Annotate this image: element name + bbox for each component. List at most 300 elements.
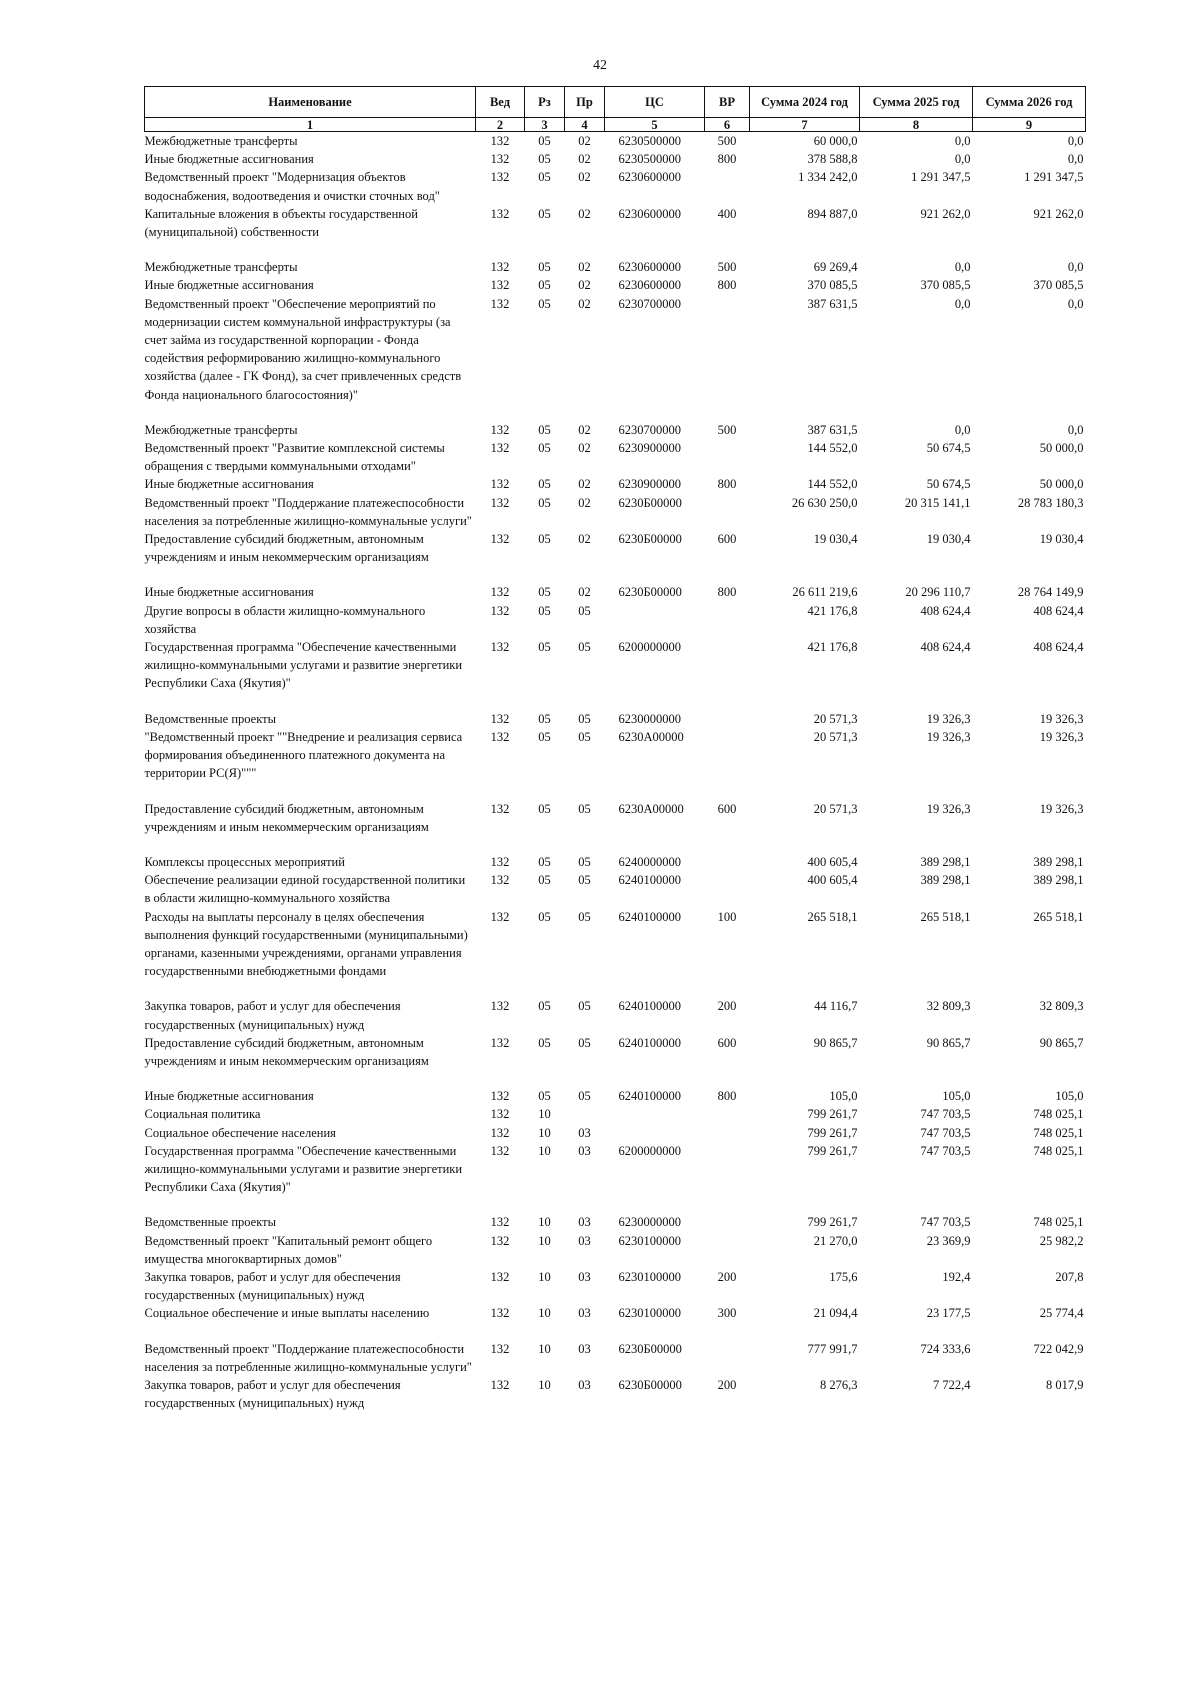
row-name: Государственная программа "Обеспечение качественными жилищно-коммунальными услугами и развитие энергетики Республики Саха (Якутия)" xyxy=(144,1143,463,1195)
table-row xyxy=(145,602,1086,638)
row-sum-2026: 50 000,0 xyxy=(1039,477,1084,492)
row-rz: 05 xyxy=(538,532,551,547)
row-ved: 132 xyxy=(490,999,510,1014)
row-vr: 200 xyxy=(717,1377,737,1392)
row-vr xyxy=(705,295,750,421)
table-row xyxy=(145,710,1086,728)
row-pr: 02 xyxy=(578,278,591,293)
row-name: Другие вопросы в области жилищно-коммунального хозяйства xyxy=(144,603,426,636)
row-pr: 03 xyxy=(578,1306,591,1321)
row-sum-2025: 192,4 xyxy=(942,1269,971,1284)
row-pr: 05 xyxy=(578,1035,591,1050)
header-sum-2026: Сумма 2026 год xyxy=(973,87,1086,118)
row-sum-2024: 799 261,7 xyxy=(807,1125,858,1140)
row-name: Расходы на выплаты персоналу в целях обеспечения выполнения функций государственными (муниципальными) органами, казенными учреждениями, органами управления государственными внебюджетными фондами xyxy=(144,909,468,979)
row-sum-2025: 389 298,1 xyxy=(920,854,971,869)
table-row xyxy=(145,530,1086,583)
budget-table xyxy=(144,86,1086,1412)
row-cs: 6230Б00000 xyxy=(618,585,682,600)
row-ved: 132 xyxy=(490,909,510,924)
row-sum-2025: 19 030,4 xyxy=(926,532,971,547)
row-sum-2025: 408 624,4 xyxy=(920,640,971,655)
row-ved: 132 xyxy=(490,801,510,816)
row-ved: 132 xyxy=(490,1125,510,1140)
row-rz: 05 xyxy=(538,1089,551,1104)
row-sum-2025: 0,0 xyxy=(954,422,971,437)
row-sum-2024: 799 261,7 xyxy=(807,1107,858,1122)
table-row xyxy=(145,1304,1086,1339)
row-ved: 132 xyxy=(490,532,510,547)
row-cs: 6230Б00000 xyxy=(618,1377,682,1392)
row-sum-2024: 60 000,0 xyxy=(813,134,858,148)
row-sum-2026: 722 042,9 xyxy=(1033,1341,1084,1356)
row-pr: 05 xyxy=(578,801,591,816)
row-vr: 100 xyxy=(717,909,737,924)
row-rz: 05 xyxy=(538,422,551,437)
row-name: "Ведомственный проект ""Внедрение и реализация сервиса формирования объединенного платежного документа на территории РС(Я)""" xyxy=(144,729,463,781)
row-sum-2025: 32 809,3 xyxy=(926,999,971,1014)
row-sum-2024: 20 571,3 xyxy=(813,711,858,726)
column-number: 7 xyxy=(750,118,860,132)
row-sum-2026: 408 624,4 xyxy=(1033,603,1084,618)
table-row xyxy=(145,1124,1086,1142)
row-vr: 500 xyxy=(717,134,737,148)
row-name: Предоставление субсидий бюджетным, автономным учреждениям и иным некоммерческим организациям xyxy=(144,1035,429,1068)
row-cs: 6230Б00000 xyxy=(618,532,682,547)
row-name: Предоставление субсидий бюджетным, автономным учреждениям и иным некоммерческим организациям xyxy=(144,801,429,834)
row-sum-2025: 747 703,5 xyxy=(920,1125,971,1140)
row-vr: 600 xyxy=(717,801,737,816)
row-vr: 200 xyxy=(717,999,737,1014)
row-cs: 6230000000 xyxy=(618,1215,681,1230)
row-name: Комплексы процессных мероприятий xyxy=(144,854,345,869)
header-rz: Рз xyxy=(525,87,565,118)
row-sum-2025: 265 518,1 xyxy=(920,909,971,924)
row-rz: 10 xyxy=(538,1143,551,1158)
row-sum-2026: 0,0 xyxy=(1067,422,1084,437)
row-vr xyxy=(705,1232,750,1268)
row-vr xyxy=(705,728,750,800)
header-row xyxy=(145,87,1086,118)
page-number: 42 xyxy=(593,58,607,73)
row-cs: 6240100000 xyxy=(618,909,681,924)
row-cs: 6240100000 xyxy=(618,1035,681,1050)
row-sum-2026: 370 085,5 xyxy=(1033,278,1084,293)
row-pr: 05 xyxy=(578,640,591,655)
row-sum-2026: 0,0 xyxy=(1067,134,1084,148)
row-ved: 132 xyxy=(490,1377,510,1392)
table-row xyxy=(145,908,1086,998)
row-cs: 6240100000 xyxy=(618,873,681,888)
table-row xyxy=(145,295,1086,421)
row-name: Ведомственный проект "Поддержание платежеспособности населения за потребленные жилищно-коммунальные услуги" xyxy=(144,495,472,528)
row-sum-2026: 389 298,1 xyxy=(1033,854,1084,869)
row-rz: 05 xyxy=(538,260,551,275)
row-ved: 132 xyxy=(490,477,510,492)
table-body xyxy=(145,132,1086,1413)
row-cs: 6230700000 xyxy=(618,296,681,311)
row-cs: 6230600000 xyxy=(618,278,681,293)
row-sum-2026: 25 982,2 xyxy=(1039,1233,1084,1248)
row-cs: 6230Б00000 xyxy=(618,1341,682,1356)
row-rz: 10 xyxy=(538,1306,551,1321)
row-vr xyxy=(705,1213,750,1231)
row-rz: 05 xyxy=(538,1035,551,1050)
row-name: Ведомственный проект "Поддержание платежеспособности населения за потребленные жилищно-коммунальные услуги" xyxy=(144,1341,472,1374)
row-vr: 800 xyxy=(717,278,737,293)
row-ved: 132 xyxy=(490,170,510,185)
row-name: Иные бюджетные ассигнования xyxy=(144,477,314,492)
table-row xyxy=(145,1232,1086,1268)
row-name: Ведомственный проект "Развитие комплексной системы обращения с твердыми коммунальными отходами" xyxy=(144,441,445,474)
row-ved: 132 xyxy=(490,640,510,655)
row-name: Закупка товаров, работ и услуг для обеспечения государственных (муниципальных) нужд xyxy=(144,1377,401,1411)
row-sum-2025: 20 315 141,1 xyxy=(904,495,971,510)
row-rz: 10 xyxy=(538,1215,551,1230)
row-sum-2025: 1 291 347,5 xyxy=(911,170,971,185)
table-row xyxy=(145,276,1086,294)
header-sum-2024: Сумма 2024 год xyxy=(750,87,860,118)
row-sum-2025: 90 865,7 xyxy=(926,1035,971,1050)
table-header xyxy=(145,87,1086,132)
row-pr: 03 xyxy=(578,1215,591,1230)
row-sum-2025: 408 624,4 xyxy=(920,603,971,618)
row-sum-2026: 19 326,3 xyxy=(1039,711,1084,726)
row-cs: 6200000000 xyxy=(618,640,681,655)
row-name: Ведомственный проект "Модернизация объектов водоснабжения, водоотведения и очистки сточных вод" xyxy=(144,170,440,203)
row-ved: 132 xyxy=(490,422,510,437)
row-pr: 02 xyxy=(578,532,591,547)
table-row xyxy=(145,475,1086,493)
row-ved: 132 xyxy=(490,441,510,456)
row-sum-2024: 1 334 242,0 xyxy=(798,170,858,185)
row-sum-2025: 50 674,5 xyxy=(926,477,971,492)
row-rz: 10 xyxy=(538,1233,551,1248)
table-row xyxy=(145,150,1086,168)
row-sum-2024: 26 630 250,0 xyxy=(791,495,858,510)
row-sum-2025: 19 326,3 xyxy=(926,801,971,816)
row-sum-2024: 26 611 219,6 xyxy=(792,585,858,600)
row-vr xyxy=(705,1142,750,1214)
row-sum-2026: 0,0 xyxy=(1067,296,1084,311)
row-sum-2026: 748 025,1 xyxy=(1033,1125,1084,1140)
row-cs: 6230100000 xyxy=(618,1306,681,1321)
row-sum-2025: 747 703,5 xyxy=(920,1107,971,1122)
column-number-row xyxy=(145,118,1086,132)
row-sum-2026: 90 865,7 xyxy=(1039,1035,1084,1050)
table-row xyxy=(145,1213,1086,1231)
table-row xyxy=(145,583,1086,601)
row-pr: 03 xyxy=(578,1269,591,1284)
row-sum-2026: 50 000,0 xyxy=(1039,441,1084,456)
table-row xyxy=(145,853,1086,871)
row-cs: 6230Б00000 xyxy=(618,495,682,510)
row-cs: 6230700000 xyxy=(618,422,681,437)
row-vr: 600 xyxy=(717,532,737,547)
row-name: Обеспечение реализации единой государственной политики в области жилищно-коммунального хозяйства xyxy=(144,873,466,906)
row-ved: 132 xyxy=(490,495,510,510)
row-sum-2026: 25 774,4 xyxy=(1039,1306,1084,1321)
row-name: Иные бюджетные ассигнования xyxy=(144,152,314,167)
row-name: Ведомственные проекты xyxy=(144,711,277,726)
row-sum-2025: 389 298,1 xyxy=(920,873,971,888)
row-ved: 132 xyxy=(490,296,510,311)
column-number: 5 xyxy=(605,118,705,132)
row-cs: 6230А00000 xyxy=(618,729,684,744)
row-sum-2026: 19 326,3 xyxy=(1039,801,1084,816)
row-sum-2026: 0,0 xyxy=(1067,152,1084,167)
row-name: Закупка товаров, работ и услуг для обеспечения государственных (муниципальных) нужд xyxy=(144,999,401,1032)
row-name: Межбюджетные трансферты xyxy=(144,260,298,275)
header-ved: Вед xyxy=(476,87,525,118)
row-rz: 10 xyxy=(538,1377,551,1392)
row-name: Государственная программа "Обеспечение качественными жилищно-коммунальными услугами и развитие энергетики Республики Саха (Якутия)" xyxy=(144,640,463,691)
row-sum-2026: 19 326,3 xyxy=(1039,729,1084,744)
row-pr xyxy=(565,1105,605,1123)
row-rz: 05 xyxy=(538,711,551,726)
row-rz: 05 xyxy=(538,170,551,185)
row-sum-2026: 748 025,1 xyxy=(1033,1215,1084,1230)
row-cs: 6230900000 xyxy=(618,441,681,456)
row-rz: 05 xyxy=(538,206,551,221)
row-sum-2026: 28 764 149,9 xyxy=(1017,585,1084,600)
row-sum-2024: 265 518,1 xyxy=(807,909,858,924)
row-pr: 02 xyxy=(578,152,591,167)
table-row xyxy=(145,871,1086,907)
row-sum-2025: 50 674,5 xyxy=(926,441,971,456)
row-ved: 132 xyxy=(490,1143,510,1158)
row-sum-2026: 32 809,3 xyxy=(1039,999,1084,1014)
row-pr: 03 xyxy=(578,1143,591,1158)
row-rz: 10 xyxy=(538,1341,551,1356)
row-vr xyxy=(705,1124,750,1142)
row-vr: 800 xyxy=(717,585,737,600)
row-sum-2025: 0,0 xyxy=(954,134,971,148)
row-rz: 05 xyxy=(538,495,551,510)
row-sum-2025: 747 703,5 xyxy=(920,1143,971,1158)
header-cs: ЦС xyxy=(605,87,705,118)
row-rz: 05 xyxy=(538,134,551,148)
row-rz: 05 xyxy=(538,854,551,869)
row-cs: 6200000000 xyxy=(618,1143,681,1158)
row-rz: 10 xyxy=(538,1125,551,1140)
row-vr: 600 xyxy=(717,1035,737,1050)
row-sum-2024: 105,0 xyxy=(829,1089,858,1104)
row-vr xyxy=(705,638,750,710)
row-sum-2025: 0,0 xyxy=(954,260,971,275)
row-cs: 6230100000 xyxy=(618,1233,681,1248)
row-rz: 05 xyxy=(538,477,551,492)
row-sum-2026: 19 030,4 xyxy=(1039,532,1084,547)
row-pr: 05 xyxy=(578,729,591,744)
row-vr: 500 xyxy=(717,422,737,437)
row-rz: 05 xyxy=(538,278,551,293)
row-rz: 05 xyxy=(538,296,551,311)
row-rz: 05 xyxy=(538,729,551,744)
row-vr: 200 xyxy=(717,1269,737,1284)
table-row xyxy=(145,439,1086,475)
row-sum-2025: 105,0 xyxy=(942,1089,971,1104)
row-pr: 02 xyxy=(578,495,591,510)
table-row xyxy=(145,1087,1086,1105)
row-pr: 02 xyxy=(578,170,591,185)
row-pr: 03 xyxy=(578,1377,591,1392)
row-ved: 132 xyxy=(490,134,510,148)
header-name: Наименование xyxy=(145,87,476,118)
row-sum-2025: 370 085,5 xyxy=(920,278,971,293)
row-sum-2024: 44 116,7 xyxy=(814,999,858,1014)
table-row xyxy=(145,421,1086,439)
row-sum-2024: 20 571,3 xyxy=(813,801,858,816)
row-rz: 05 xyxy=(538,999,551,1014)
row-pr: 02 xyxy=(578,477,591,492)
row-pr: 05 xyxy=(578,603,591,618)
row-ved: 132 xyxy=(490,152,510,167)
row-sum-2024: 19 030,4 xyxy=(813,532,858,547)
row-ved: 132 xyxy=(490,1306,510,1321)
table-row xyxy=(145,1268,1086,1304)
row-sum-2024: 421 176,8 xyxy=(807,603,858,618)
row-cs: 6230600000 xyxy=(618,206,681,221)
column-number: 6 xyxy=(705,118,750,132)
row-sum-2024: 175,6 xyxy=(829,1269,858,1284)
row-vr: 800 xyxy=(717,152,737,167)
row-pr: 02 xyxy=(578,206,591,221)
row-cs: 6240000000 xyxy=(618,854,681,869)
row-vr xyxy=(705,710,750,728)
row-sum-2026: 748 025,1 xyxy=(1033,1143,1084,1158)
row-sum-2025: 747 703,5 xyxy=(920,1215,971,1230)
row-sum-2025: 19 326,3 xyxy=(926,729,971,744)
row-cs: 6230100000 xyxy=(618,1269,681,1284)
row-sum-2024: 894 887,0 xyxy=(807,206,858,221)
row-pr: 02 xyxy=(578,585,591,600)
row-ved: 132 xyxy=(490,1233,510,1248)
row-cs: 6230000000 xyxy=(618,711,681,726)
row-ved: 132 xyxy=(490,854,510,869)
row-pr: 02 xyxy=(578,296,591,311)
row-sum-2025: 0,0 xyxy=(954,152,971,167)
row-name: Ведомственный проект "Обеспечение мероприятий по модернизации систем коммунальной инфраструктуры (за счет займа из государственной корпорации - Фонда содействия реформированию жилищно-коммунального хозяйства (далее - ГК Фонд), за счет привлеченных средств Фонда национального благосостояния)" xyxy=(144,296,462,402)
row-cs: 6230А00000 xyxy=(618,801,684,816)
row-ved: 132 xyxy=(490,1215,510,1230)
row-name: Иные бюджетные ассигнования xyxy=(144,1089,314,1104)
row-rz: 05 xyxy=(538,603,551,618)
row-cs: 6230500000 xyxy=(618,152,681,167)
row-sum-2024: 8 276,3 xyxy=(820,1377,858,1392)
row-name: Иные бюджетные ассигнования xyxy=(144,278,314,293)
row-sum-2026: 921 262,0 xyxy=(1033,206,1084,221)
row-cs: 6230900000 xyxy=(618,477,681,492)
row-rz: 05 xyxy=(538,801,551,816)
row-name: Закупка товаров, работ и услуг для обеспечения государственных (муниципальных) нужд xyxy=(144,1269,401,1303)
table-row xyxy=(145,1034,1086,1087)
column-number: 9 xyxy=(973,118,1086,132)
table-row xyxy=(145,494,1086,530)
row-pr: 05 xyxy=(578,711,591,726)
row-vr xyxy=(705,1105,750,1123)
row-ved: 132 xyxy=(490,729,510,744)
table-row xyxy=(145,258,1086,276)
row-sum-2024: 20 571,3 xyxy=(813,729,858,744)
row-sum-2024: 799 261,7 xyxy=(807,1215,858,1230)
row-cs xyxy=(605,1124,705,1142)
row-pr: 02 xyxy=(578,422,591,437)
row-sum-2026: 207,8 xyxy=(1055,1269,1084,1284)
table-row xyxy=(145,205,1086,258)
row-pr: 05 xyxy=(578,873,591,888)
row-name: Иные бюджетные ассигнования xyxy=(144,585,314,600)
row-vr xyxy=(705,1340,750,1376)
row-ved: 132 xyxy=(490,206,510,221)
row-vr xyxy=(705,602,750,638)
row-pr: 02 xyxy=(578,134,591,148)
row-cs xyxy=(605,1105,705,1123)
row-sum-2024: 144 552,0 xyxy=(807,441,858,456)
row-cs: 6230600000 xyxy=(618,170,681,185)
row-cs: 6240100000 xyxy=(618,999,681,1014)
row-pr: 02 xyxy=(578,260,591,275)
row-rz: 05 xyxy=(538,873,551,888)
row-rz: 10 xyxy=(538,1107,551,1122)
row-sum-2024: 21 094,4 xyxy=(813,1306,858,1321)
header-sum-2025: Сумма 2025 год xyxy=(860,87,973,118)
row-sum-2024: 21 270,0 xyxy=(813,1233,858,1248)
row-ved: 132 xyxy=(490,603,510,618)
row-sum-2024: 400 605,4 xyxy=(807,873,858,888)
row-vr: 300 xyxy=(717,1306,737,1321)
row-name: Капитальные вложения в объекты государственной (муниципальной) собственности xyxy=(144,206,418,240)
row-sum-2025: 724 333,6 xyxy=(920,1341,971,1356)
row-ved: 132 xyxy=(490,1089,510,1104)
row-sum-2024: 387 631,5 xyxy=(807,422,858,437)
table-row xyxy=(145,1105,1086,1123)
row-vr xyxy=(705,494,750,530)
row-sum-2026: 408 624,4 xyxy=(1033,640,1084,655)
row-ved: 132 xyxy=(490,1035,510,1050)
row-rz: 05 xyxy=(538,441,551,456)
row-sum-2026: 389 298,1 xyxy=(1033,873,1084,888)
row-ved: 132 xyxy=(490,585,510,600)
row-sum-2025: 23 177,5 xyxy=(926,1306,971,1321)
row-name: Ведомственные проекты xyxy=(144,1215,277,1230)
row-sum-2026: 0,0 xyxy=(1067,260,1084,275)
table-row xyxy=(145,1142,1086,1214)
row-sum-2024: 421 176,8 xyxy=(807,640,858,655)
column-number: 8 xyxy=(860,118,973,132)
row-pr: 02 xyxy=(578,441,591,456)
row-name: Предоставление субсидий бюджетным, автономным учреждениям и иным некоммерческим организациям xyxy=(144,532,429,565)
row-sum-2024: 69 269,4 xyxy=(813,260,858,275)
header-vr: ВР xyxy=(705,87,750,118)
row-sum-2024: 799 261,7 xyxy=(807,1143,858,1158)
row-pr: 03 xyxy=(578,1341,591,1356)
column-number: 2 xyxy=(476,118,525,132)
row-sum-2026: 1 291 347,5 xyxy=(1024,170,1084,185)
row-vr: 500 xyxy=(717,260,737,275)
row-name: Социальное обеспечение населения xyxy=(144,1125,336,1140)
budget-table-container xyxy=(144,86,1085,1412)
table-row xyxy=(145,800,1086,853)
row-sum-2026: 265 518,1 xyxy=(1033,909,1084,924)
row-ved: 132 xyxy=(490,278,510,293)
row-sum-2026: 748 025,1 xyxy=(1033,1107,1084,1122)
row-sum-2025: 7 722,4 xyxy=(933,1377,971,1392)
row-ved: 132 xyxy=(490,260,510,275)
row-ved: 132 xyxy=(490,873,510,888)
row-sum-2025: 23 369,9 xyxy=(926,1233,971,1248)
row-name: Социальная политика xyxy=(144,1107,261,1122)
